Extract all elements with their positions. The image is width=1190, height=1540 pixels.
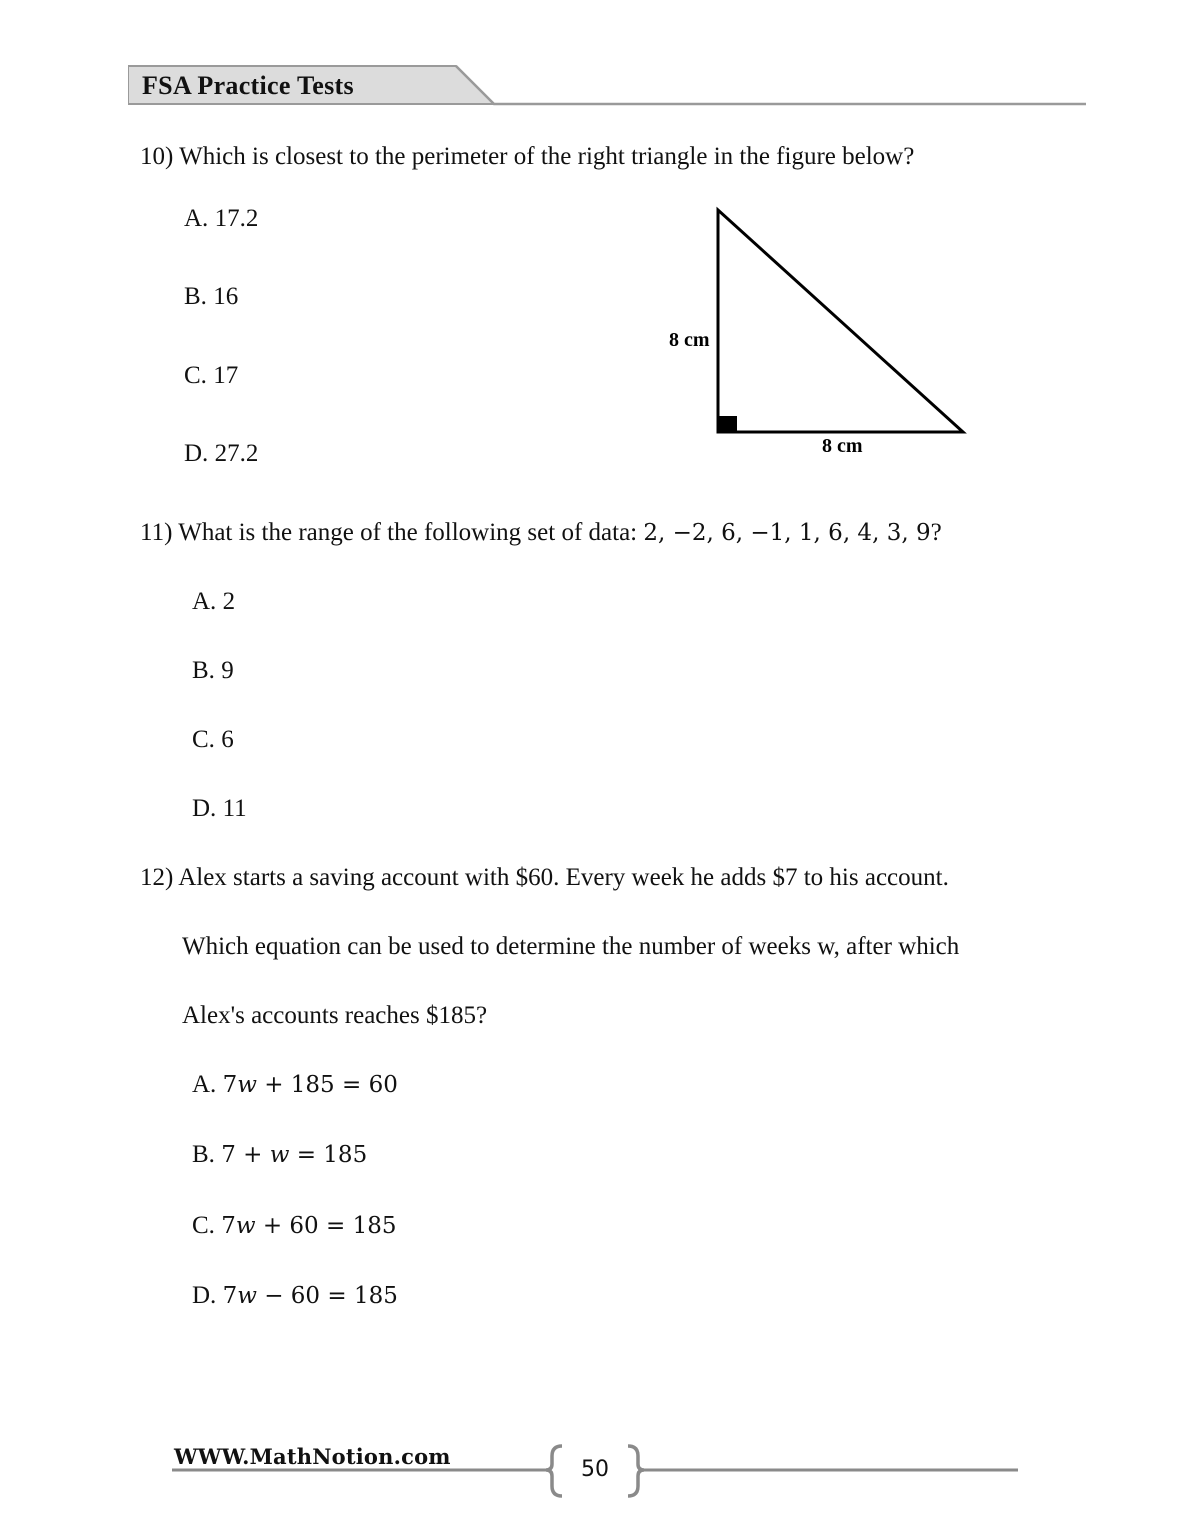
option-letter: D. — [184, 440, 209, 467]
question-prompt: Which is closest to the perimeter of the right triangle in the figure below? — [179, 143, 915, 170]
question-prompt-line-1: Alex starts a saving account with $60. Every week he adds $7 to his account. — [178, 864, 949, 891]
option-text: 17 — [213, 362, 239, 389]
option-10-d[interactable] — [184, 439, 258, 469]
footer-website: WWW.MathNotion.com — [174, 1444, 451, 1469]
option-letter: C. — [192, 1212, 215, 1239]
question-10 — [140, 142, 914, 172]
option-text: 16 — [213, 283, 239, 310]
option-11-d[interactable] — [192, 794, 247, 824]
option-letter: B. — [192, 1141, 215, 1168]
question-number: 10) — [140, 143, 174, 170]
question-prompt-end: ? — [930, 519, 942, 546]
option-12-d[interactable] — [192, 1281, 398, 1311]
right-angle-marker — [718, 416, 737, 432]
option-letter: C. — [184, 362, 207, 389]
option-equation: 7 + w = 185 — [221, 1142, 368, 1168]
option-11-b[interactable] — [192, 656, 234, 686]
question-number: 12) — [140, 864, 174, 891]
option-equation: 7w + 185 = 60 — [222, 1072, 398, 1098]
question-prompt-line-3: Alex's accounts reaches $185? — [182, 1002, 488, 1029]
option-letter: A. — [192, 588, 217, 615]
option-letter: C. — [192, 726, 215, 753]
option-text: 6 — [221, 726, 234, 753]
option-11-a[interactable] — [192, 587, 235, 617]
option-letter: A. — [184, 205, 209, 232]
right-triangle-figure — [655, 200, 985, 470]
question-number: 11) — [140, 519, 173, 546]
page-number: 50 — [581, 1457, 609, 1482]
option-letter: B. — [192, 657, 215, 684]
option-10-a[interactable] — [184, 204, 258, 234]
right-brace — [628, 1446, 644, 1496]
header-title: FSA Practice Tests — [142, 71, 354, 100]
horizontal-side-label: 8 cm — [822, 435, 863, 457]
option-10-b[interactable] — [184, 282, 238, 312]
option-text: 9 — [221, 657, 234, 684]
question-11 — [140, 518, 942, 548]
option-12-b[interactable] — [192, 1140, 367, 1170]
option-12-c[interactable] — [192, 1211, 396, 1241]
option-letter: B. — [184, 283, 207, 310]
option-text: 11 — [222, 795, 247, 822]
option-10-c[interactable] — [184, 361, 238, 391]
option-letter: D. — [192, 1282, 217, 1309]
option-letter: D. — [192, 795, 217, 822]
option-text: 17.2 — [214, 205, 259, 232]
left-brace — [546, 1446, 562, 1496]
question-prompt-line-2: Which equation can be used to determine the number of weeks w, after which — [182, 933, 960, 960]
option-letter: A. — [192, 1071, 217, 1098]
option-11-c[interactable] — [192, 725, 234, 755]
option-12-a[interactable] — [192, 1070, 398, 1100]
option-text: 2 — [222, 588, 236, 615]
option-text: 27.2 — [214, 440, 259, 467]
question-12 — [140, 863, 949, 893]
vertical-side-label: 8 cm — [669, 329, 710, 351]
option-equation: 7w − 60 = 185 — [222, 1283, 398, 1309]
option-equation: 7w + 60 = 185 — [221, 1213, 397, 1239]
data-set: 2, −2, 6, −1, 1, 6, 4, 3, 9 — [643, 520, 931, 546]
triangle-shape — [718, 210, 963, 432]
question-prompt: What is the range of the following set of data: — [178, 519, 638, 546]
